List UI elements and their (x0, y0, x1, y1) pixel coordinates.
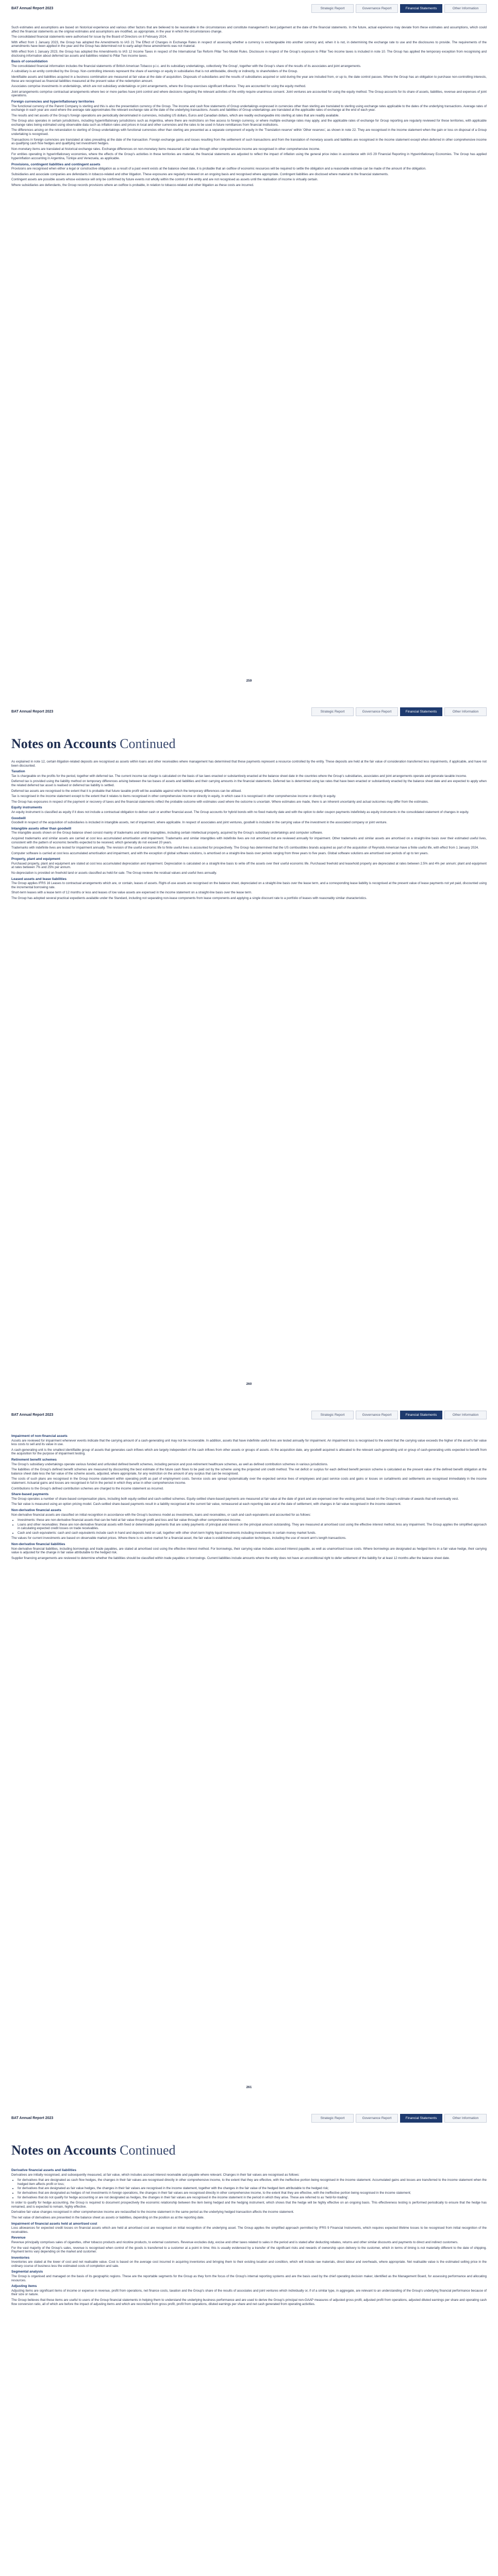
paragraph: Deferred tax assets are recognised to the extent that it is probable that future taxable profit will be available against which the temporary differences can be utilised. (11, 789, 242, 793)
bullet-list (18, 1518, 487, 1535)
paragraph: Identifiable assets and liabilities acquired in a business combination are measured at fair value at the date of acquisition. Disposals of subsidiaries and the results of subsidiaries acquired or sold during the year are included from, or up to, the date control passes. Where the Group has an obligation to purchase non-controlling interests, these are recognised as financial liabilities measured at the present value of the redemption amount. (11, 75, 487, 83)
tab-governance-report[interactable]: Governance Report (356, 707, 398, 716)
banner-continued: Continued (120, 2143, 176, 2158)
page-number: 261 (246, 2086, 252, 2089)
paragraph: The Group also operates in certain jurisdictions, including hyperinflationary jurisdictions such as Argentina, where there are restrictions on free access to foreign currency, or where multiple exchange rates may apply, and the applicable rates of exchange for Group reporting are regularly reviewed for these territories, with applicable exchange rates being estimated using observable data such as inflation rates and prices in local and other currencies and the rates to be used in future remittances from financial institutions. (11, 119, 487, 127)
section-heading: Non-derivative financial assets (11, 1508, 61, 1512)
paragraph: Transactions in foreign currencies are translated at rates prevailing at the date of the transaction. Foreign exchange gains and losses resulting from the settlement of such transactions and from the translation of monetary assets and liabilities are recognised in the income statement except when deferred in other comprehensive income as qualifying cash flow hedges and qualifying net investment hedges. (11, 138, 487, 146)
paragraph: Supplier financing arrangements are reviewed to determine whether the liabilities should be classified within trade payables or borrowings. Current liabilities include amounts where the entity does not have an unconditional right to defer settlement of the liability for at least 12 months after the balance sheet date. (11, 1556, 450, 1560)
paragraph: The functional currency of the Parent Company is sterling and this is also the presentation currency of the Group. The income and cash flow statements of Group undertakings expressed in currencies other than sterling are translated to sterling using exchange rates applicable to the dates of the underlying transactions. Average rates of exchange in each year are used where the average rate approximates the relevant exchange rate at the date of the underlying transactions. Assets and liabilities of Group undertakings are translated at the applicable rates of exchange at the end of each year. (11, 104, 487, 112)
section-heading: Impairment of non-financial assets (11, 1434, 68, 1438)
section-heading: Leased assets and lease liabilities (11, 877, 67, 881)
page-body (11, 26, 487, 189)
paragraph: Non-derivative financial liabilities, including borrowings and trade payables, are stated at amortised cost using the effective interest method. For borrowings, their carrying value includes accrued interest payable, as well as unamortised issue costs. Where borrowings are designated as hedged items in a fair value hedge, their carrying value is adjusted for the change in fair value attributable to the hedged risk. (11, 1547, 487, 1555)
paragraph: The Group has adopted several practical expedients available under the Standard, including not separating non-lease components from lease components and applying a single discount rate to a portfolio of leases with reasonably similar characteristics. (11, 896, 367, 901)
paragraph: Provisions are recognised when either a legal or constructive obligation as a result of a past event exists at the balance sheet date, it is probable that an outflow of economic resources will be required to settle the obligation and a reasonable estimate can be made of the amount of the obligation. (11, 167, 426, 171)
paragraph: The Group is organised and managed on the basis of its geographic regions. These are the reportable segments for the Group as they form the focus of the Group's internal reporting systems and are the basis used by the chief operating decision maker, identified as the Management Board, for assessing performance and allocating resources. (11, 2275, 487, 2282)
paragraph: Non-derivative financial assets are classified on initial recognition in accordance with the Group's business model as investments, loans and receivables, or cash and cash equivalents and accounted for as follows: (11, 1513, 311, 1517)
notes-banner (11, 736, 176, 752)
page-header (0, 703, 498, 721)
list-item: • Investments: these are non-derivative financial assets that can be held at fair value through profit and loss and fair value through other comprehensive income. (18, 1518, 487, 1522)
paragraph: Tax is chargeable on the profits for the period, together with deferred tax. The current income tax charge is calculated on the basis of tax laws enacted or substantively enacted at the balance sheet date in the countries where the Group's subsidiaries, associates and joint arrangements operate and generate taxable income. (11, 774, 467, 778)
paragraph: The consolidated financial statements were authorised for issue by the Board of Directors on 8 February 2024. (11, 35, 167, 39)
paragraph: Derivative fair value changes recognised in other comprehensive income are reclassified to the income statement in the same period as the underlying hedged transaction affects the income statement. (11, 2210, 294, 2214)
page-header (0, 2110, 498, 2127)
paragraph: Trademarks with indefinite lives are tested for impairment annually. The revision of the useful economic life to finite useful lives is accounted for prospectively. The Group has determined that the US combustibles brands acquired as part of the acquisition of Reynolds American have a finite useful life, with effect from 1 January 2024. (11, 846, 479, 850)
section-heading: Retirement benefit schemes (11, 1458, 57, 1462)
paragraph: Derivatives are initially recognised, and subsequently measured, at fair value, which includes accrued interest receivable and payable where relevant. Changes in their fair values are recognised as follows: (11, 2173, 300, 2177)
paragraph: With effect from 1 January 2023, the Group has adopted the Amendments to IAS 21 The Effect of Changes in Exchange Rates in respect of assessing whether a currency is exchangeable into another currency and, when it is not, in determining the exchange rate to use and the disclosures to provide. The requirements of the amendments have been applied in the year and the Group has determined not to early-adopt these amendments was not material. (11, 40, 487, 48)
section-tabs (311, 4, 487, 13)
report-page (0, 1406, 498, 2110)
paragraph: For the vast majority of the Group's sales, revenue is recognised when control of the goods is transferred to a customer at a point in time; this is usually evidenced by a transfer of the significant risks and rewards of ownership upon delivery to the customer, which in terms of timing is not materially different to the date of shipping. Payment terms vary depending on the market and customer. (11, 2246, 487, 2254)
paragraph: The Group operates a number of share-based compensation plans, including both equity-settled and cash-settled schemes. Equity-settled share-based payments are measured at fair value at the date of grant and are expensed over the vesting period, based on the Group's estimate of awards that will eventually vest. (11, 1497, 459, 1501)
report-page (0, 2110, 498, 2576)
banner-title: Notes on Accounts (11, 736, 117, 751)
list-item: • for derivatives that are designated as fair value hedges, the changes in their fair values are recognised in the income statement, together with the changes in the fair value of the hedged item attributable to the hedged risk; (18, 2187, 487, 2191)
report-title: BAT Annual Report 2023 (11, 710, 54, 714)
paragraph: The Group believes that these items are useful to users of the Group financial statements in helping them to understand the underlying business performance and are used to derive the Group's principal non-GAAP measures of adjusted gross profit, adjusted profit from operations, adjusted diluted earnings per share and operating cash flow conversion ratio, all of which are before the impact of adjusting items and which are reconciled from gross profit, profit from operations, diluted earnings per share and net cash generated from operating activities. (11, 2298, 487, 2306)
paragraph: Associates comprise investments in undertakings, which are not subsidiary undertakings or joint arrangements, where the Group exercises significant influence. They are accounted for using the equity method. (11, 84, 306, 89)
paragraph: Revenue principally comprises sales of cigarettes, other tobacco products and nicotine products, to external customers. Revenue excludes duty, excise and other taxes related to sales in the period and is stated after deducting rebates, returns and other similar discounts and payments to direct and indirect customers. (11, 2240, 458, 2244)
paragraph: Assets are reviewed for impairment whenever events indicate that the carrying amount of a cash-generating unit may not be recoverable. In addition, assets that have indefinite useful lives are tested annually for impairment. An impairment loss is recognised to the extent that the carrying value exceeds the higher of the asset's fair value less costs to sell and its value in use. (11, 1438, 487, 1447)
section-heading: Adjusting items (11, 2284, 37, 2289)
paragraph: Such estimates and assumptions are based on historical experience and various other factors that are believed to be reasonable in the circumstances and constitute management's best judgement at the date of the financial statements. In the future, actual experience may deviate from these estimates and assumptions, which could affect the financial statements as the original estimates and assumptions are modified, as appropriate, in the year in which the circumstances change. (11, 26, 487, 33)
paragraph: Acquired trademarks and similar assets are carried at cost less accumulated amortisation and impairment. Trademarks and similar intangibles with indefinite lives are not amortised but are reviewed annually for impairment. Other trademarks and similar assets are amortised on a straight-line basis over their estimated useful lives, consistent with the pattern of economic benefits expected to be received, which generally do not exceed 20 years. (11, 836, 487, 844)
list-item: • for derivatives that are designated as hedges of net investments in foreign operations, the changes in their fair values are recognised directly in other comprehensive income, to the extent that they are effective, with the ineffective portion being recognised in the income statement; (18, 2191, 487, 2195)
section-heading: Basis of consolidation (11, 60, 48, 64)
paragraph: The liabilities of the Group's defined benefit schemes are measured by discounting the best estimate of the future cash flows to be paid out by the scheme using the projected unit credit method. The net deficit or surplus for each defined benefit pension scheme is calculated as the present value of the defined benefit obligation at the balance sheet date less the fair value of the scheme assets, adjusted, where appropriate, for any restriction on the amount of any surplus that can be recognised. (11, 1468, 487, 1476)
page-body (11, 760, 487, 902)
tab-governance-report[interactable]: Governance Report (356, 4, 398, 13)
paragraph: Loss allowances for expected credit losses on financial assets which are held at amortised cost are recognised on initial recognition of the underlying asset. The Group applies the simplified approach permitted by IFRS 9 Financial Instruments, which requires expected lifetime losses to be recognised from initial recognition of the receivables. (11, 2226, 487, 2234)
section-heading: Share-based payments (11, 1493, 49, 1497)
report-title: BAT Annual Report 2023 (11, 1413, 54, 1417)
notes-banner (11, 2143, 176, 2158)
banner-title: Notes on Accounts (11, 2143, 117, 2158)
paragraph: The results and net assets of the Group's foreign operations are periodically denominated in currencies, including US dollars, Euros and Canadian dollars, which are readily exchangeable into sterling at rates that are readily available. (11, 113, 340, 117)
page-number: 259 (246, 679, 252, 683)
paragraph: Where subsidiaries are defendants, the Group records provisions where an outflow is probable, in relation to tobacco-related and other litigation as these costs are incurred. (11, 183, 254, 187)
paragraph: Computer software is carried at cost less accumulated amortisation and impairment, and with the exception of global software solutions, is amortised on a straight-line basis over periods ranging from three years to five years. Global software solutions are amortised over periods of up to ten years. (11, 851, 429, 855)
paragraph: Non-monetary items are translated at historical exchange rates. Exchange differences on non-monetary items measured at fair value through other comprehensive income are recognised in other comprehensive income. (11, 147, 321, 151)
paragraph: The Group's subsidiary undertakings operate various funded and unfunded defined benefit schemes, including pension and post-retirement healthcare schemes, as well as defined contribution schemes in various jurisdictions. (11, 1462, 328, 1466)
section-heading: Revenue (11, 2236, 26, 2240)
tab-strategic-report[interactable]: Strategic Report (311, 707, 354, 716)
page-body (11, 1432, 487, 1562)
report-page (0, 703, 498, 1406)
section-heading: Intangible assets other than goodwill (11, 826, 72, 831)
report-title: BAT Annual Report 2023 (11, 2116, 54, 2120)
section-heading: Inventories (11, 2256, 30, 2260)
section-heading: Non-derivative financial liabilities (11, 1543, 65, 1547)
paragraph: Purchased property, plant and equipment are stated at cost less accumulated depreciation and impairment. Depreciation is calculated on a straight-line basis to write off the assets over their useful economic life. Purchased freehold and leasehold property are depreciated at rates between 2.5% and 4% per annum; plant and equipment at rates between 7% and 25% per annum. (11, 861, 487, 870)
tab-other-information[interactable]: Other Information (444, 2114, 487, 2123)
paragraph: A subsidiary is an entity controlled by the Group. Non-controlling interests represent the share of earnings or equity in subsidiaries that is not attributable, directly or indirectly, to shareholders of the Group. (11, 70, 298, 74)
tab-financial-statements[interactable]: Financial Statements (400, 2114, 442, 2123)
tab-governance-report[interactable]: Governance Report (356, 1411, 398, 1419)
section-tabs (311, 1411, 487, 1419)
paragraph: The differences arising on the retranslation to sterling of Group undertakings with functional currencies other than sterling are presented as a separate component of equity in the 'Translation reserve' within 'Other reserves', as shown in note 22. They are recognised in the income statement when the gain or loss on disposal of a Group undertaking is recognised. (11, 128, 487, 137)
section-heading: Equity instruments (11, 806, 42, 810)
page-number: 260 (246, 1382, 252, 1386)
tab-other-information[interactable]: Other Information (444, 4, 487, 13)
paragraph: Deferred tax is provided using the liability method on temporary differences arising between the tax bases of assets and liabilities and their carrying amounts in the financial statements. Deferred tax is determined using tax rates that have been enacted or substantively enacted by the balance sheet date and are expected to apply when the related deferred tax asset is realised or deferred tax liability is settled. (11, 779, 487, 787)
list-item: • Cash and cash equivalents: cash and cash equivalents include cash in hand and deposits held on call, together with other short-term highly liquid investments including investments in certain money market funds. (18, 1531, 487, 1535)
tab-financial-statements[interactable]: Financial Statements (400, 1411, 442, 1419)
paragraph: The Group has exposures in respect of the payment or recovery of taxes and the financial statements reflect the probable outcome with estimates used where the outcome is uncertain. Where estimates are made, there is an inherent uncertainty and actual outcomes may differ from the estimates. (11, 800, 429, 804)
tab-strategic-report[interactable]: Strategic Report (311, 2114, 354, 2123)
banner-continued: Continued (120, 736, 176, 751)
paragraph: The intangible assets shown on the Group balance sheet consist mainly of trademarks and similar intangibles, including certain intellectual property, acquired by the Group's subsidiary undertakings and computer software. (11, 831, 323, 835)
paragraph: Subsidiaries and associate companies are defendants in tobacco-related and other litigation. These exposures are regularly reviewed on an ongoing basis and recognised where appropriate. Contingent liabilities are disclosed where material to the financial statements. (11, 172, 389, 176)
paragraph: The Group applies IFRS 16 Leases to contractual arrangements which are, or contain, leases of assets. Right-of-use assets are recognised on the balance sheet, depreciated on a straight-line basis over the lease term, and a corresponding lease liability is recognised at the present value of lease payments not yet paid, discounted using the incremental borrowing rate. (11, 882, 487, 889)
paragraph: The net value of derivatives are presented in the balance sheet as assets or liabilities, depending on the position as at the reporting date. (11, 2215, 205, 2219)
paragraph: Contingent assets are possible assets whose existence will only be confirmed by future events not wholly within the control of the entity and are not recognised as assets until the realisation of income is virtually certain. (11, 178, 318, 182)
page-header (0, 1406, 498, 1424)
section-tabs (311, 2114, 487, 2123)
tab-strategic-report[interactable]: Strategic Report (311, 1411, 354, 1419)
section-heading: Segmental analysis (11, 2270, 43, 2274)
list-item: • for derivatives that do not qualify for hedge accounting or are not designated as hedges, the changes in their fair values are recognised in the income statement in the period in which they arise. These are referred to as 'held-for-trading'. (18, 2196, 487, 2200)
paragraph: Contributions to the Group's defined contribution schemes are charged to the income statement as incurred. (11, 1486, 164, 1490)
paragraph: With effect from 1 January 2023, the Group has adopted the Amendments to IAS 12 Income Taxes in respect of the International Tax Reform Pillar Two Model Rules. Disclosure in respect of the Group's exposure to Pillar Two income taxes is included in note 10. The Group has applied the temporary exception from recognising and disclosing information about deferred tax assets and liabilities related to Pillar Two income taxes. (11, 49, 487, 58)
list-item: • for derivatives that are designated as cash flow hedges, the changes in their fair values are recognised directly in other comprehensive income, to the extent that they are effective, with the ineffective portion being recognised in the income statement. Accumulated gains and losses are transferred to the income statement when the hedged item affects profit or loss; (18, 2178, 487, 2186)
list-item: • Loans and other receivables: these are non-derivative financial assets with fixed or determinable payments that are solely payments of principal and interest on the principal amount outstanding. They are measured at amortised cost using the effective interest method, less any impairment. The Group applies the simplified approach in calculating expected credit losses on trade receivables. (18, 1523, 487, 1531)
section-heading: Taxation (11, 770, 25, 774)
paragraph: The fair value is measured using an option pricing model. Cash-settled share-based payments result in a liability recognised at the current fair value, remeasured at each reporting date and at the date of settlement, with changes in fair value recognised in the income statement. (11, 1502, 402, 1506)
paragraph: An equity instrument is classified as equity if it does not include a contractual obligation to deliver cash or another financial asset. The Group accounts for hybrid bonds with no fixed maturity date and with the option to defer coupon payments indefinitely as equity instruments in the consolidated statement of changes in equity. (11, 810, 469, 814)
tab-strategic-report[interactable]: Strategic Report (311, 4, 354, 13)
paragraph: Adjusting items are significant items of income or expense in revenue, profit from operations, net finance costs, taxation and the Group's share of the results of associates and joint ventures which individually or, if of a similar type, in aggregate, are relevant to an understanding of the Group's underlying financial performance because of their size or nature. (11, 2289, 487, 2297)
paragraph: In order to qualify for hedge accounting, the Group is required to document prospectively the economic relationship between the item being hedged and the hedging instrument, which shows that the hedge will be highly effective on an ongoing basis. This effectiveness testing is performed periodically to ensure that the hedge has remained, and is expected to remain, highly effective. (11, 2201, 487, 2209)
paragraph: As explained in note 12, certain litigation-related deposits are recognised as assets within loans and other receivables where management has determined that these payments represent a resource controlled by the entity. These deposits are held at the fair value of consideration transferred less impairments, if applicable, and have not been discounted. (11, 760, 487, 768)
paragraph: Goodwill in respect of the acquisition of subsidiaries is included in intangible assets, net of impairment, where applicable. In respect of associates and joint ventures, goodwill is included in the carrying value of the investment in the associated company or joint venture. (11, 821, 388, 825)
paragraph: Tax is recognised in the income statement except to the extent that it relates to items recognised in other comprehensive income or directly in equity, in which case it is recognised in other comprehensive income or directly in equity. (11, 794, 336, 799)
tab-governance-report[interactable]: Governance Report (356, 2114, 398, 2123)
section-heading: Provisions, contingent liabilities and contingent assets (11, 162, 101, 166)
paragraph: Joint arrangements comprise contractual arrangements where two or more parties have joint control and where decisions regarding the relevant activities of the entity require unanimous consent. Joint ventures are accounted for using the equity method. The Group accounts for its share of assets, liabilities, revenue and expenses of joint operations. (11, 90, 487, 98)
bullet-list (18, 2178, 487, 2199)
paragraph: Inventories are stated at the lower of cost and net realisable value. Cost is based on the average cost incurred in acquiring inventories and bringing them to their existing location and condition, which will include raw materials, direct labour and overheads, where appropriate. Net realisable value is the estimated selling price in the ordinary course of business less the estimated costs of completion and sale. (11, 2260, 487, 2268)
tab-financial-statements[interactable]: Financial Statements (400, 707, 442, 716)
paragraph: A cash-generating unit is the smallest identifiable group of assets that generates cash inflows which are largely independent of the cash inflows from other assets or groups of assets. At the acquisition date, any goodwill acquired is allocated to the relevant cash-generating unit or group of cash-generating units expected to benefit from the acquisition for the purpose of impairment testing. (11, 1448, 487, 1456)
paragraph: The values for current investments are based on observable market prices. Where there is no active market for a financial asset, the fair value is established using valuation techniques, including the use of recent arm's length transactions. (11, 1536, 346, 1540)
paragraph: The costs of such plans are recognised in the Group income statement within operating profit as part of employment costs. Service costs are spread systematically over the expected service lives of employees and past service costs and gains or losses on curtailments and settlements are recognised immediately in the income statement. Actuarial gains and losses are recognised in full in the period in which they arise in other comprehensive income. (11, 1477, 487, 1485)
page-header (0, 0, 498, 18)
section-heading: Property, plant and equipment (11, 857, 60, 861)
tab-financial-statements[interactable]: Financial Statements (400, 4, 442, 13)
page-body (11, 2166, 487, 2308)
paragraph: For entities operating in hyperinflationary economies, where the effects of the Group's activities in these territories are material, the financial statements are adjusted to reflect the impact of inflation using the general price index in accordance with IAS 29 Financial Reporting in Hyperinflationary Economies. The Group has applied hyperinflation accounting in Argentina, Türkiye and Venezuela, as applicable. (11, 152, 487, 161)
section-heading: Goodwill (11, 816, 26, 820)
paragraph: No depreciation is provided on freehold land or assets classified as held-for-sale. The Group reviews the residual values and useful lives annually. (11, 871, 217, 875)
section-heading: Foreign currencies and hyperinflationary territories (11, 99, 94, 104)
tab-other-information[interactable]: Other Information (444, 707, 487, 716)
section-tabs (311, 707, 487, 716)
section-heading: Derivative financial assets and liabilities (11, 2168, 77, 2172)
paragraph: Short-term leases with a lease term of 12 months or less and leases of low value assets are expensed in the income statement on a straight-line basis over the lease term. (11, 891, 253, 895)
report-page (0, 0, 498, 703)
paragraph: The consolidated financial information includes the financial statements of British American Tobacco p.l.c. and its subsidiary undertakings, collectively 'the Group', together with the Group's share of the results of its associates and joint arrangements. (11, 64, 361, 68)
section-heading: Impairment of financial assets held at amortised cost (11, 2222, 97, 2226)
tab-other-information[interactable]: Other Information (444, 1411, 487, 1419)
report-title: BAT Annual Report 2023 (11, 7, 54, 10)
